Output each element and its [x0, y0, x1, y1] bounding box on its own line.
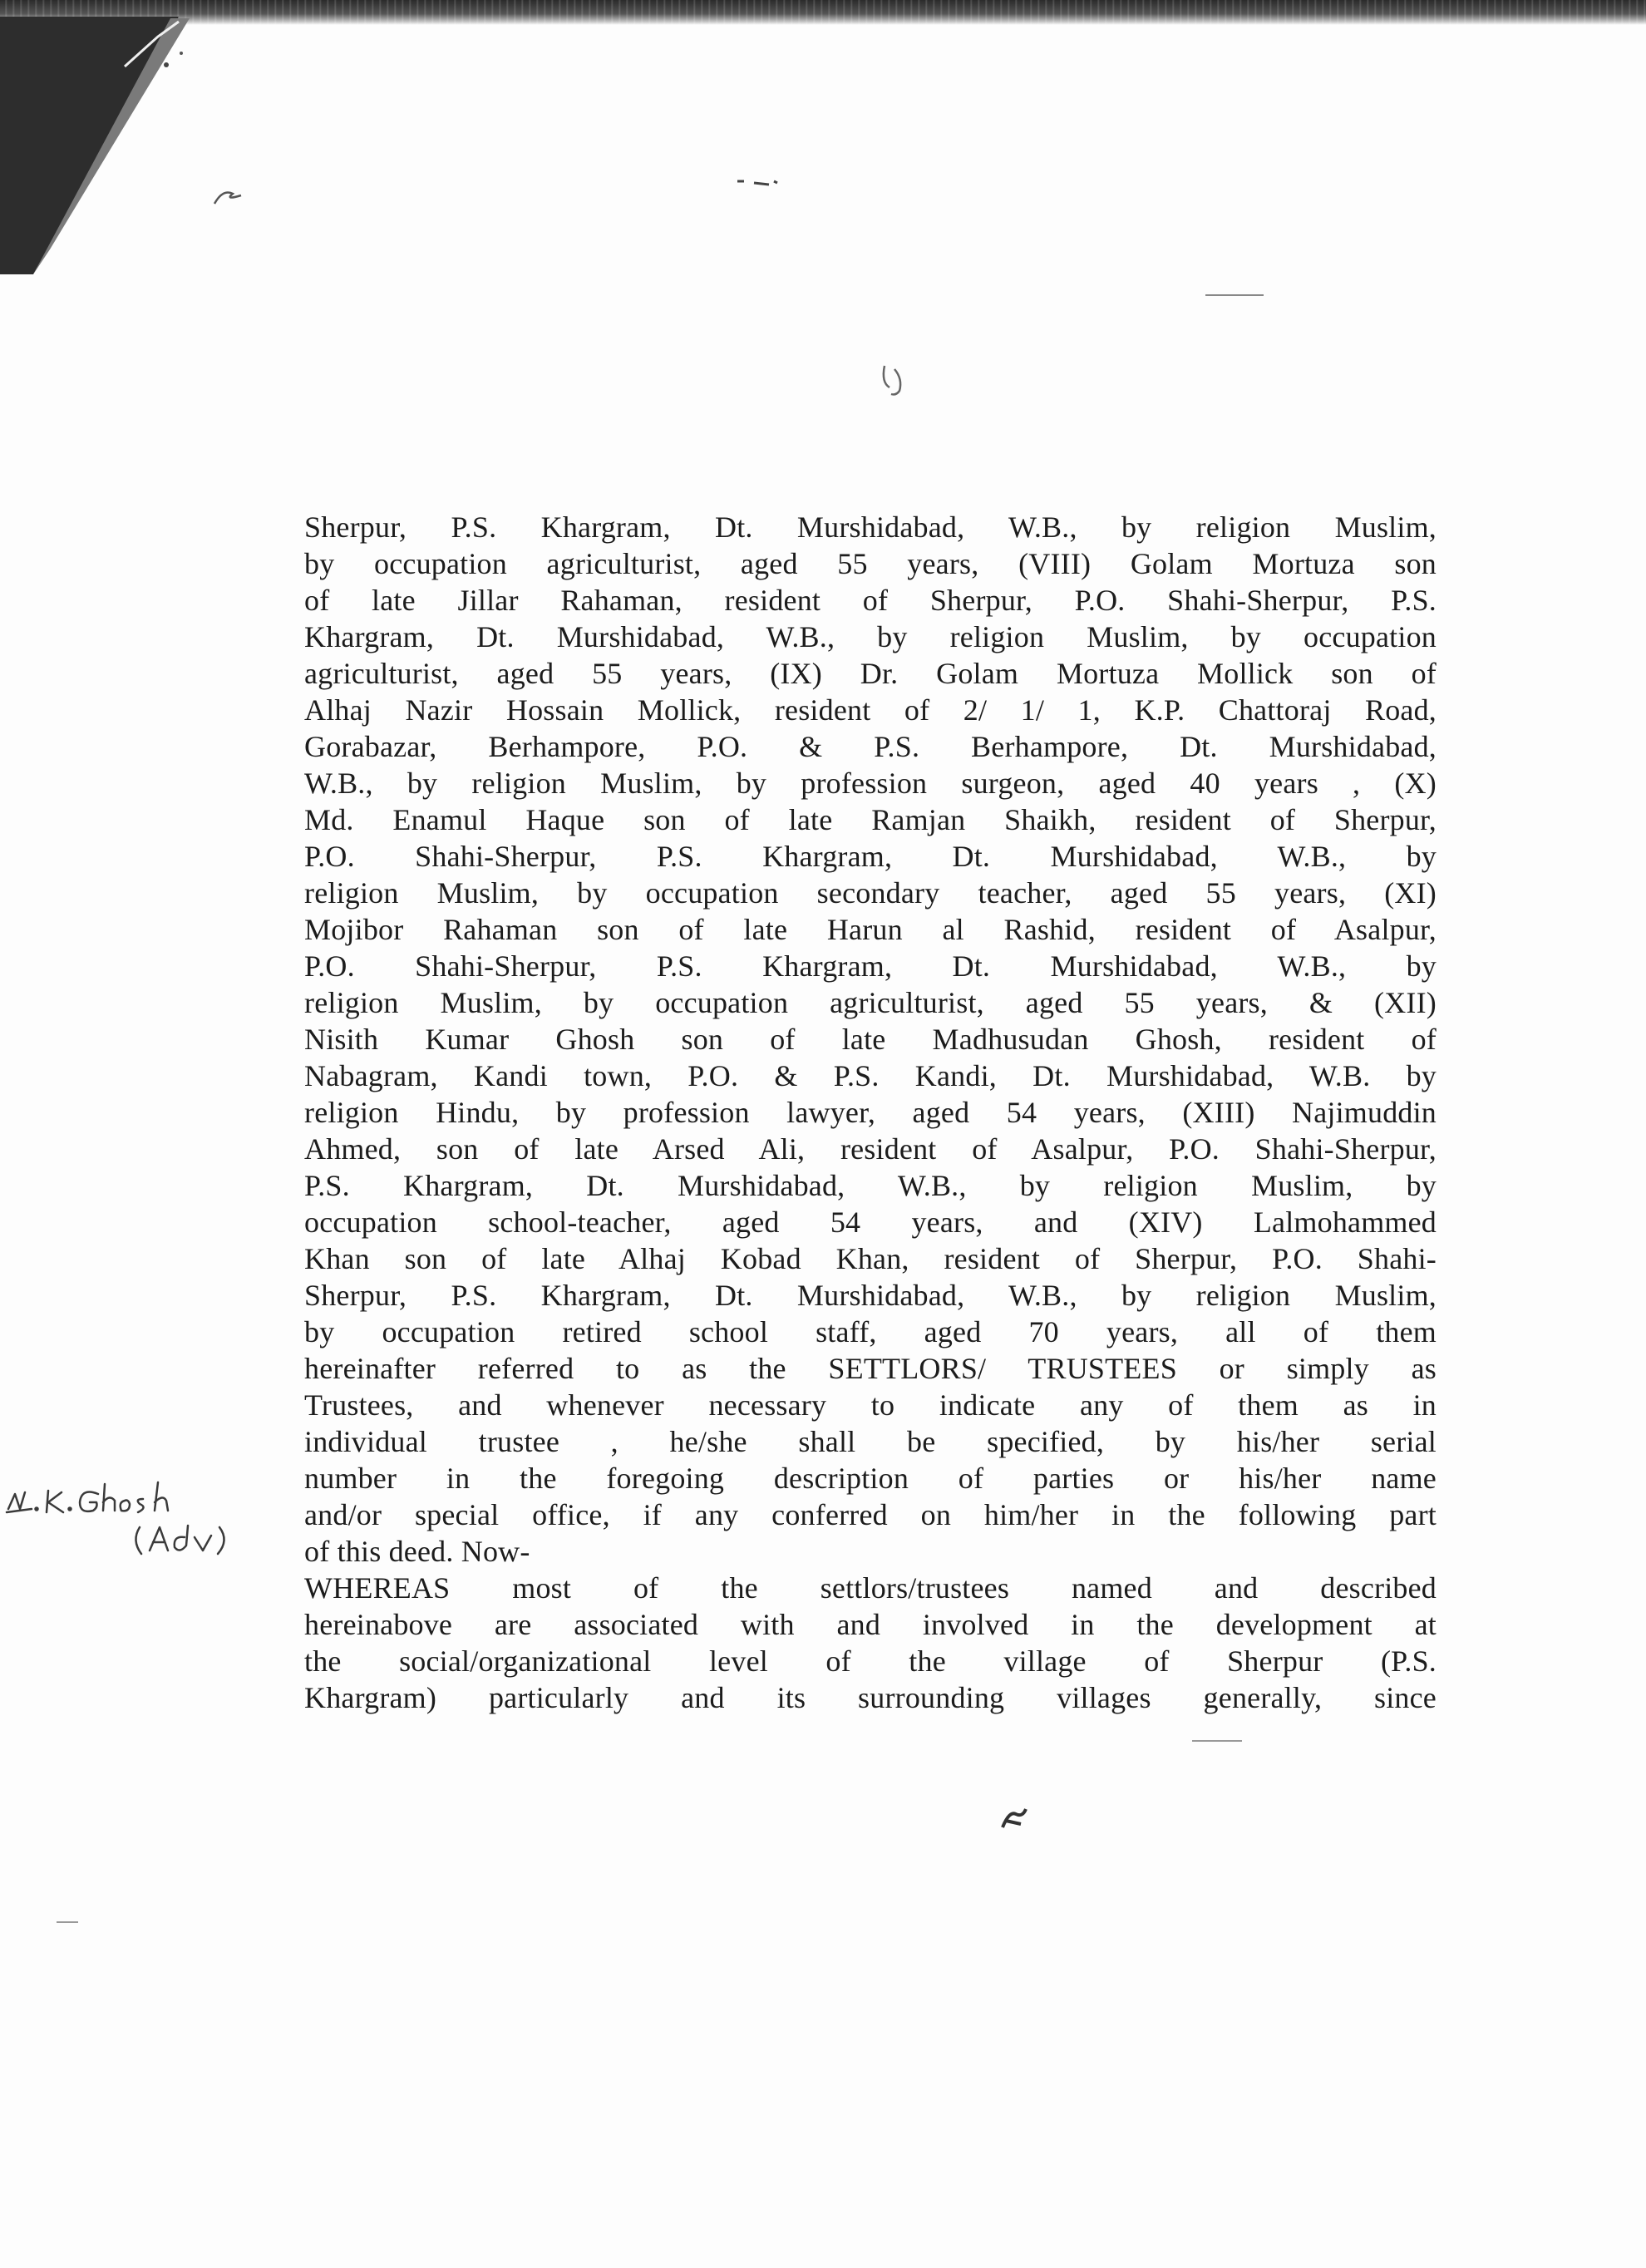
- text-line: and/or special office, if any conferred on him/her in the following part: [304, 1498, 1437, 1531]
- text-line: individual trustee , he/she shall be specified, by his/her serial: [304, 1425, 1437, 1458]
- text-line: Sherpur, P.S. Khargram, Dt. Murshidabad, W.B., by religion Muslim,: [304, 1279, 1437, 1312]
- text-line: Khargram, Dt. Murshidabad, W.B., by religion Muslim, by occupation: [304, 620, 1437, 653]
- handwritten-signature: [0, 1476, 274, 1575]
- text-line: Md. Enamul Haque son of late Ramjan Shaikh, resident of Sherpur,: [304, 803, 1437, 836]
- text-line: Ahmed, son of late Arsed Ali, resident of Asalpur, P.O. Shahi-Sherpur,: [304, 1132, 1437, 1166]
- text-line: P.O. Shahi-Sherpur, P.S. Khargram, Dt. Murshidabad, W.B., by: [304, 949, 1437, 983]
- text-line: of late Jillar Rahaman, resident of Sherpur, P.O. Shahi-Sherpur, P.S.: [304, 584, 1437, 617]
- scan-mark: [998, 1804, 1031, 1834]
- text-line: agriculturist, aged 55 years, (IX) Dr. Golam Mortuza Mollick son of: [304, 657, 1437, 690]
- text-line: hereinabove are associated with and involved in the development at: [304, 1608, 1437, 1641]
- text-line: W.B., by religion Muslim, by profession surgeon, aged 40 years , (X): [304, 767, 1437, 800]
- text-line: hereinafter referred to as the SETTLORS/ TRUSTEES or simply as: [304, 1352, 1437, 1385]
- text-line: the social/organizational level of the village of Sherpur (P.S.: [304, 1644, 1437, 1678]
- text-line: Gorabazar, Berhampore, P.O. & P.S. Berhampore, Dt. Murshidabad,: [304, 730, 1437, 763]
- text-line: Sherpur, P.S. Khargram, Dt. Murshidabad, W.B., by religion Muslim,: [304, 510, 1437, 544]
- page-number-mark: [875, 357, 924, 399]
- text-line: Khargram) particularly and its surrounding villages generally, since: [304, 1681, 1437, 1714]
- scan-mark: [736, 175, 786, 191]
- text-line: P.O. Shahi-Sherpur, P.S. Khargram, Dt. Murshidabad, W.B., by: [304, 840, 1437, 873]
- text-line: Khan son of late Alhaj Kobad Khan, resident of Sherpur, P.O. Shahi-: [304, 1242, 1437, 1275]
- text-line: Trustees, and whenever necessary to indicate any of them as in: [304, 1388, 1437, 1422]
- scan-mark: [208, 179, 249, 212]
- scan-mark: [55, 1916, 80, 1928]
- text-line: WHEREAS most of the settlors/trustees named and described: [304, 1571, 1437, 1605]
- text-line: religion Hindu, by profession lawyer, aged 54 years, (XIII) Najimuddin: [304, 1096, 1437, 1129]
- text-line: Alhaj Nazir Hossain Mollick, resident of 2/ 1/ 1, K.P. Chattoraj Road,: [304, 693, 1437, 727]
- text-line: by occupation agriculturist, aged 55 years, (VIII) Golam Mortuza son: [304, 547, 1437, 580]
- folded-corner: [0, 0, 216, 274]
- deed-body-text: [304, 509, 1437, 1716]
- scan-mark: [1192, 1738, 1242, 1744]
- text-line: religion Muslim, by occupation secondary teacher, aged 55 years, (XI): [304, 876, 1437, 910]
- text-line: by occupation retired school staff, aged 70 years, all of them: [304, 1315, 1437, 1348]
- text-line: number in the foregoing description of parties or his/her name: [304, 1462, 1437, 1495]
- text-line: Nisith Kumar Ghosh son of late Madhusudan Ghosh, resident of: [304, 1023, 1437, 1056]
- text-line: Mojibor Rahaman son of late Harun al Rashid, resident of Asalpur,: [304, 913, 1437, 946]
- text-line: occupation school-teacher, aged 54 years, and (XIV) Lalmohammed: [304, 1205, 1437, 1239]
- scan-edge-texture: [0, 0, 1646, 25]
- scan-mark: [1205, 291, 1264, 299]
- text-line: P.S. Khargram, Dt. Murshidabad, W.B., by religion Muslim, by: [304, 1169, 1437, 1202]
- text-line: religion Muslim, by occupation agriculturist, aged 55 years, & (XII): [304, 986, 1437, 1019]
- text-line: of this deed. Now-: [304, 1535, 530, 1568]
- text-line: Nabagram, Kandi town, P.O. & P.S. Kandi, Dt. Murshidabad, W.B. by: [304, 1059, 1437, 1092]
